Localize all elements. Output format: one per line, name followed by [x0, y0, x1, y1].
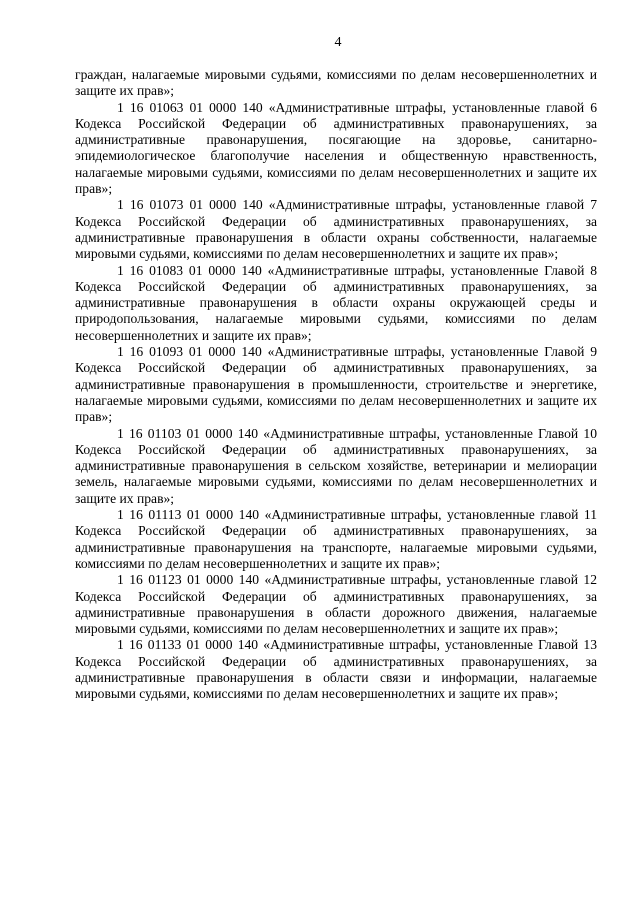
- paragraph: 1 16 01113 01 0000 140 «Административные штрафы, установленные главой 11 Кодекса Российской Федерации об административных правонарушениях, за административные правонарушения на транспорте, налагаемые мировыми судьями, комиссиями по делам несовершеннолетних и защите их прав»;: [75, 507, 597, 571]
- paragraph: 1 16 01133 01 0000 140 «Административные штрафы, установленные Главой 13 Кодекса Российской Федерации об административных правонарушениях, за административные правонарушения в области связи и информации, налагаемые мировыми судьями, комиссиями по делам несовершеннолетних и защите их прав»;: [75, 637, 597, 702]
- paragraph: 1 16 01093 01 0000 140 «Административные штрафы, установленные Главой 9 Кодекса Российской Федерации об административных правонарушениях, за административные правонарушения в промышленности, строительстве и энергетике, налагаемые мировыми судьями, комиссиями по делам несовершеннолетних и защите их прав»;: [75, 344, 597, 425]
- paragraph: 1 16 01103 01 0000 140 «Административные штрафы, установленные Главой 10 Кодекса Российской Федерации об административных правонарушениях, за административные правонарушения в сельском хозяйстве, ветеринарии и мелиорации земель, налагаемые мировыми судьями, комиссиями по делам несовершеннолетних и защите их прав»;: [75, 425, 597, 506]
- paragraph: граждан, налагаемые мировыми судьями, комиссиями по делам несовершеннолетних и защите их прав»;: [75, 67, 597, 99]
- paragraph: 1 16 01083 01 0000 140 «Административные штрафы, установленные Главой 8 Кодекса Российской Федерации об административных правонарушениях, за административные правонарушения в области охраны окружающей среды и природопользования, налагаемые мировыми судьями, комиссиями по делам несовершеннолетних и защите их прав»;: [75, 262, 597, 343]
- paragraph: 1 16 01123 01 0000 140 «Административные штрафы, установленные главой 12 Кодекса Российской Федерации об административных правонарушениях, за административные правонарушения в области дорожного движения, налагаемые мировыми судьями, комиссиями по делам несовершеннолетних и защите их прав»;: [75, 572, 597, 637]
- document-page: [75, 34, 597, 703]
- paragraph: 1 16 01073 01 0000 140 «Административные штрафы, установленные главой 7 Кодекса Российской Федерации об административных правонарушениях, за административные правонарушения в области охраны собственности, налагаемые мировыми судьями, комиссиями по делам несовершеннолетних и защите их прав»;: [75, 197, 597, 262]
- paragraph: 1 16 01063 01 0000 140 «Административные штрафы, установленные главой 6 Кодекса Российской Федерации об административных правонарушениях, за административные правонарушения, посягающие на здоровье, санитарно-эпидемиологическое благополучие населения и общественную нравственность, налагаемые мировыми судьями, комиссиями по делам несовершеннолетних и защите их прав»;: [75, 99, 597, 197]
- page-number: 4: [334, 35, 342, 50]
